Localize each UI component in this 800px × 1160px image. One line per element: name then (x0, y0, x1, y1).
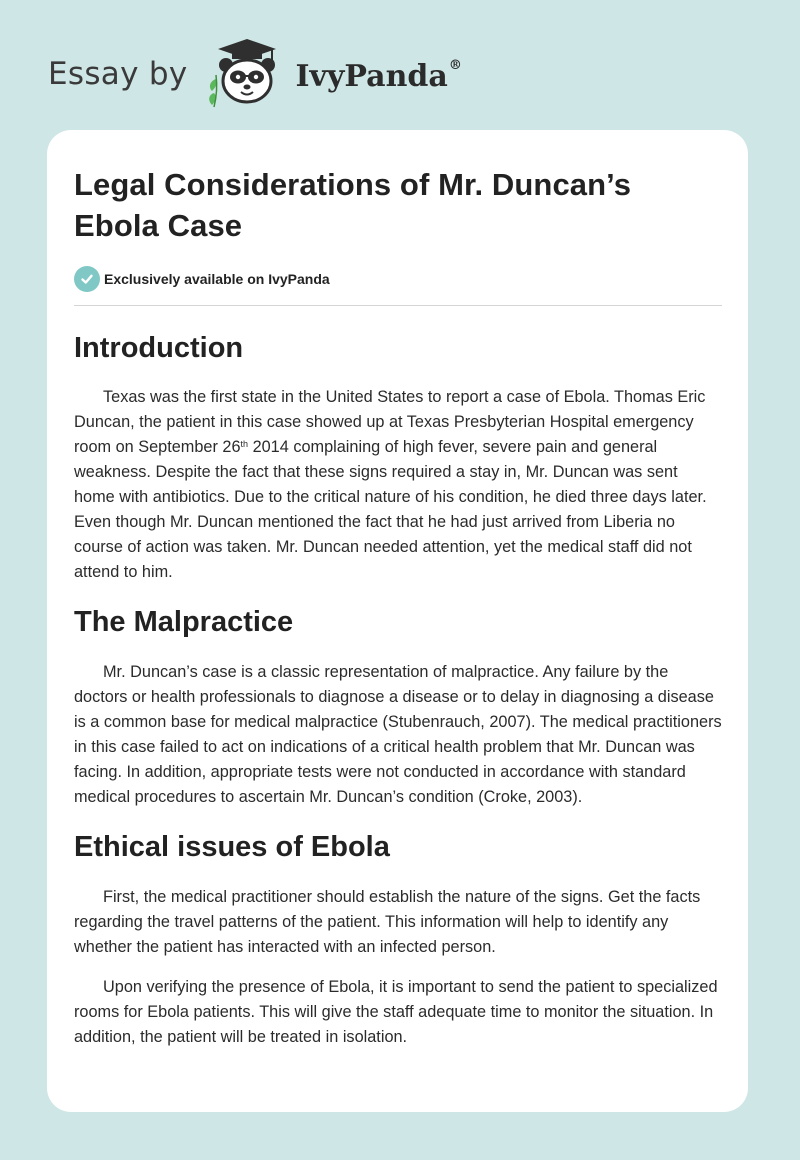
site-header (48, 34, 462, 114)
section-heading-introduction: Introduction (74, 332, 244, 364)
paragraph-malpractice: Mr. Duncan’s case is a classic representation of malpractice. Any failure by the doctors or health professionals to diagnose a disease or to delay in diagnosing a disease is a common base for medical malpractice (Stubenrauch, 2007). The medical practitioners in this case failed to act on indications of a critical health problem that Mr. Duncan was facing. In addition, appropriate tests were not conducted in accordance with standard medical procedures to ascertain Mr. Duncan’s condition (Croke, 2003). (74, 663, 722, 806)
paragraph-ethical-2: Upon verifying the presence of Ebola, it is important to send the patient to specialized rooms for Ebola patients. This will give the staff adequate time to monitor the situation. In addition, the patient will be treated in isolation. (74, 978, 718, 1046)
paragraph-text: 2014 complaining of high fever, severe pain and general weakness. Despite the fact that these signs required a stay in, Mr. Duncan was sent home with antibiotics. Due to the critical nature of his condition, he died three days later. Even though Mr. Duncan mentioned the fact that he had just arrived from Liberia no course of action was taken. Mr. Duncan needed attention, yet the medical staff did not attend to him. (74, 438, 707, 581)
exclusive-badge (74, 266, 722, 292)
essay-by-label: Essay by (48, 56, 188, 92)
article-title: Legal Considerations of Mr. Duncan’s Ebola Case (74, 167, 632, 243)
ordinal-suffix: th (240, 439, 249, 449)
section-heading-ethical-issues: Ethical issues of Ebola (74, 831, 390, 863)
checkmark-icon (74, 266, 100, 292)
ivypanda-logo-icon[interactable] (202, 35, 292, 113)
brand-name[interactable] (296, 59, 462, 94)
exclusive-label: Exclusively available on IvyPanda (104, 271, 330, 287)
paragraph-introduction (74, 385, 722, 585)
section-heading-malpractice: The Malpractice (74, 606, 294, 638)
paragraph-ethical-1: First, the medical practitioner should establish the nature of the signs. Get the facts regarding the travel patterns of the patient. This information will help to identify any whether the patient has interacted with an infected person. (74, 888, 701, 956)
brand-text[interactable]: IvyPanda (295, 58, 448, 94)
registered-mark: ® (448, 57, 462, 73)
article-card (47, 130, 748, 1112)
divider (74, 305, 722, 306)
paragraph-text: Texas was the first state in the United States to report a case of Ebola. Thomas Eric Duncan, the patient in this case showed up at Texas Presbyterian Hospital emergency room on September 26 (74, 388, 706, 456)
